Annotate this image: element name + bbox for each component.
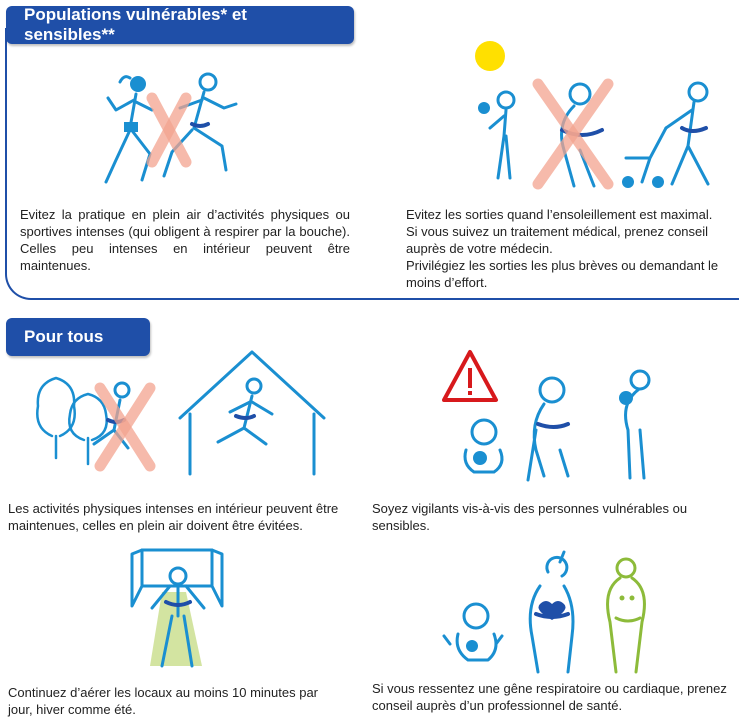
consult-caption: Si vous ressentez une gêne respiratoire ou cardiaque, prenez conseil auprès d’un professionnel de santé. bbox=[372, 681, 727, 713]
sun-line-2: Si vous suivez un traitement médical, prenez conseil auprès de votre médecin. bbox=[406, 224, 709, 256]
ventilation-caption: Continuez d’aérer les locaux au moins 10 minutes par jour, hiver comme été. bbox=[8, 685, 319, 717]
sun-line-1: Evitez les sorties quand l’ensoleillement est maximal. bbox=[406, 207, 713, 222]
warning-vulnerable-people-icon bbox=[440, 346, 680, 482]
vulnerable-section-title: Populations vulnérables* et sensibles** bbox=[6, 6, 354, 44]
open-window-icon bbox=[126, 546, 228, 672]
indoor-activities-caption: Les activités physiques intenses en intérieur peuvent être maintenues, celles en plein air doivent être évitées. bbox=[8, 501, 339, 533]
all-section-title: Pour tous bbox=[6, 318, 150, 356]
outdoor-vs-indoor-runner-icon bbox=[30, 348, 330, 480]
sun-family-stroller-icon bbox=[462, 38, 738, 192]
respiratory-cardiac-discomfort-icon bbox=[440, 552, 670, 678]
sun-line-3: Privilégiez les sorties les plus brèves ou demandant le moins d’effort. bbox=[406, 258, 719, 290]
vulnerable-sun-caption bbox=[406, 206, 736, 291]
vigilance-caption: Soyez vigilants vis-à-vis des personnes vulnérables ou sensibles. bbox=[372, 501, 688, 533]
vulnerable-outdoor-caption: Evitez la pratique en plein air d’activités physiques ou sportives intenses (qui obligent à respirer par la bouche). Celles peu intenses en intérieur peuvent être maintenues. bbox=[20, 207, 350, 273]
runners-crossed-icon bbox=[100, 66, 260, 192]
